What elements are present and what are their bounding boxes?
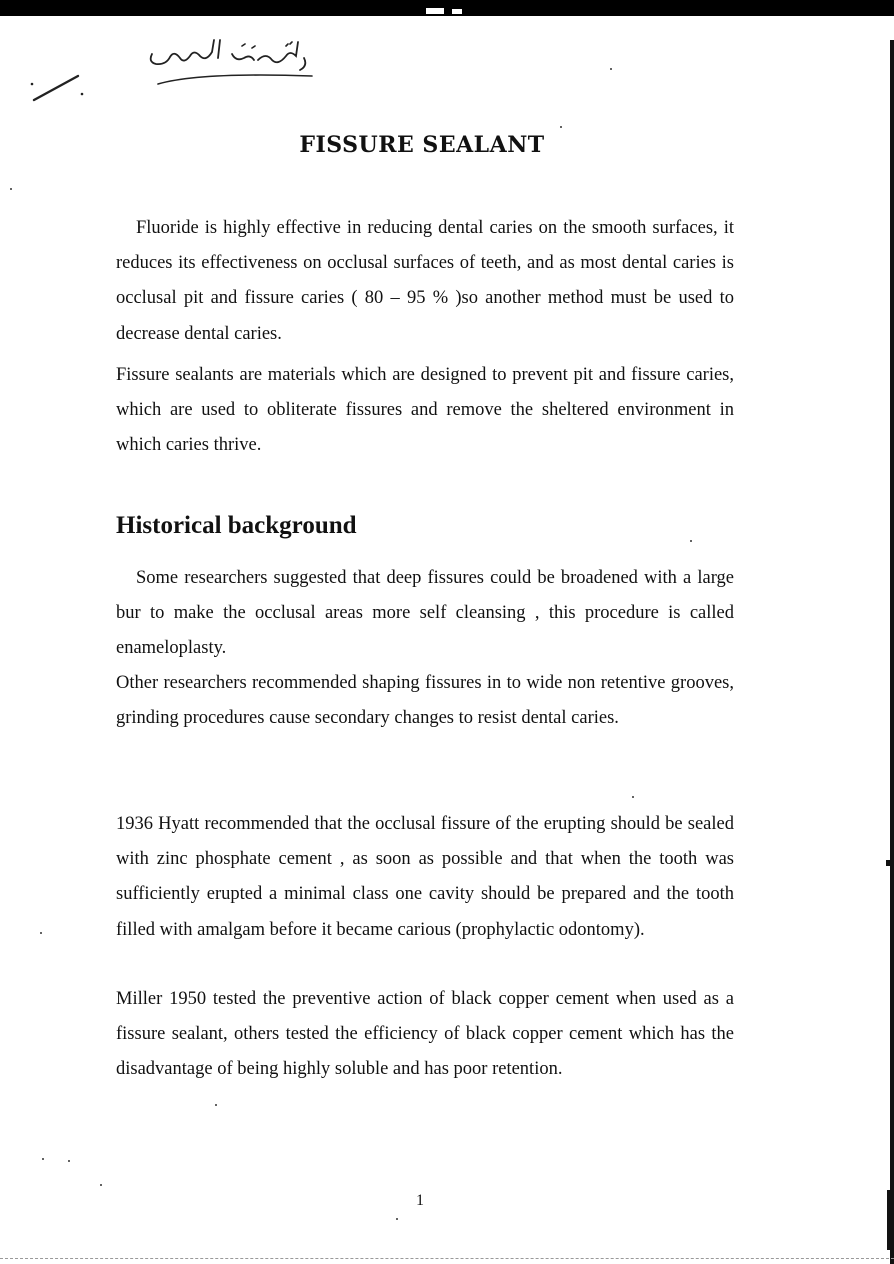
history-paragraph-grooves: Other researchers recommended shaping fissures in to wide non retentive grooves, grinding procedures cause secondary changes to resist dental caries. [116, 673, 734, 729]
page-number: 1 [416, 1192, 424, 1209]
scan-bottom-edge [0, 1258, 894, 1260]
history-paragraph-hyatt: 1936 Hyatt recommended that the occlusal fissure of the erupting should be sealed with zinc phosphate cement , as soon as possible and that when the tooth was sufficiently erupted a minimal class one cavity should be prepared and the tooth filled with amalgam before it became carious (prophylactic odontomy). [116, 814, 734, 940]
section-heading-historical: Historical background [116, 512, 357, 539]
scan-speck [610, 68, 612, 70]
scan-right-edge [886, 40, 894, 1264]
scan-speck [42, 1158, 44, 1160]
scan-speck [632, 796, 634, 798]
intro-paragraph-fluoride: Fluoride is highly effective in reducing dental caries on the smooth surfaces, it reduces its effectiveness on occlusal surfaces of teeth, and as most dental caries is occlusal pit and fissure caries ( 80 – 95 % )so another method must be used to decrease dental caries. [116, 218, 734, 344]
scan-speck [100, 1184, 102, 1186]
history-paragraph-miller: Miller 1950 tested the preventive action of black copper cement when used as a fissure sealant, others tested the efficiency of black copper cement which has the disadvantage of being highly soluble and has poor retention. [116, 989, 734, 1080]
scan-speck [68, 1160, 70, 1162]
page-title: FISSURE SEALANT [299, 132, 545, 158]
scan-speck [215, 1104, 217, 1106]
handwritten-note-graphic [140, 32, 330, 92]
scan-speck [10, 188, 12, 190]
intro-paragraph-sealants: Fissure sealants are materials which are designed to prevent pit and fissure caries, which are used to obliterate fissures and remove the sheltered environment in which caries thrive. [116, 365, 734, 456]
scan-speck [690, 540, 692, 542]
scan-top-border [0, 0, 894, 16]
scan-speck [560, 126, 562, 128]
scan-speck [40, 932, 42, 934]
scanner-mark-icon [426, 7, 468, 15]
history-paragraph-enameloplasty: Some researchers suggested that deep fissures could be broadened with a large bur to make the occlusal areas more self cleansing , this procedure is called enameloplasty. [116, 568, 734, 659]
pen-stroke-mark [28, 66, 88, 106]
scan-speck [396, 1218, 398, 1220]
